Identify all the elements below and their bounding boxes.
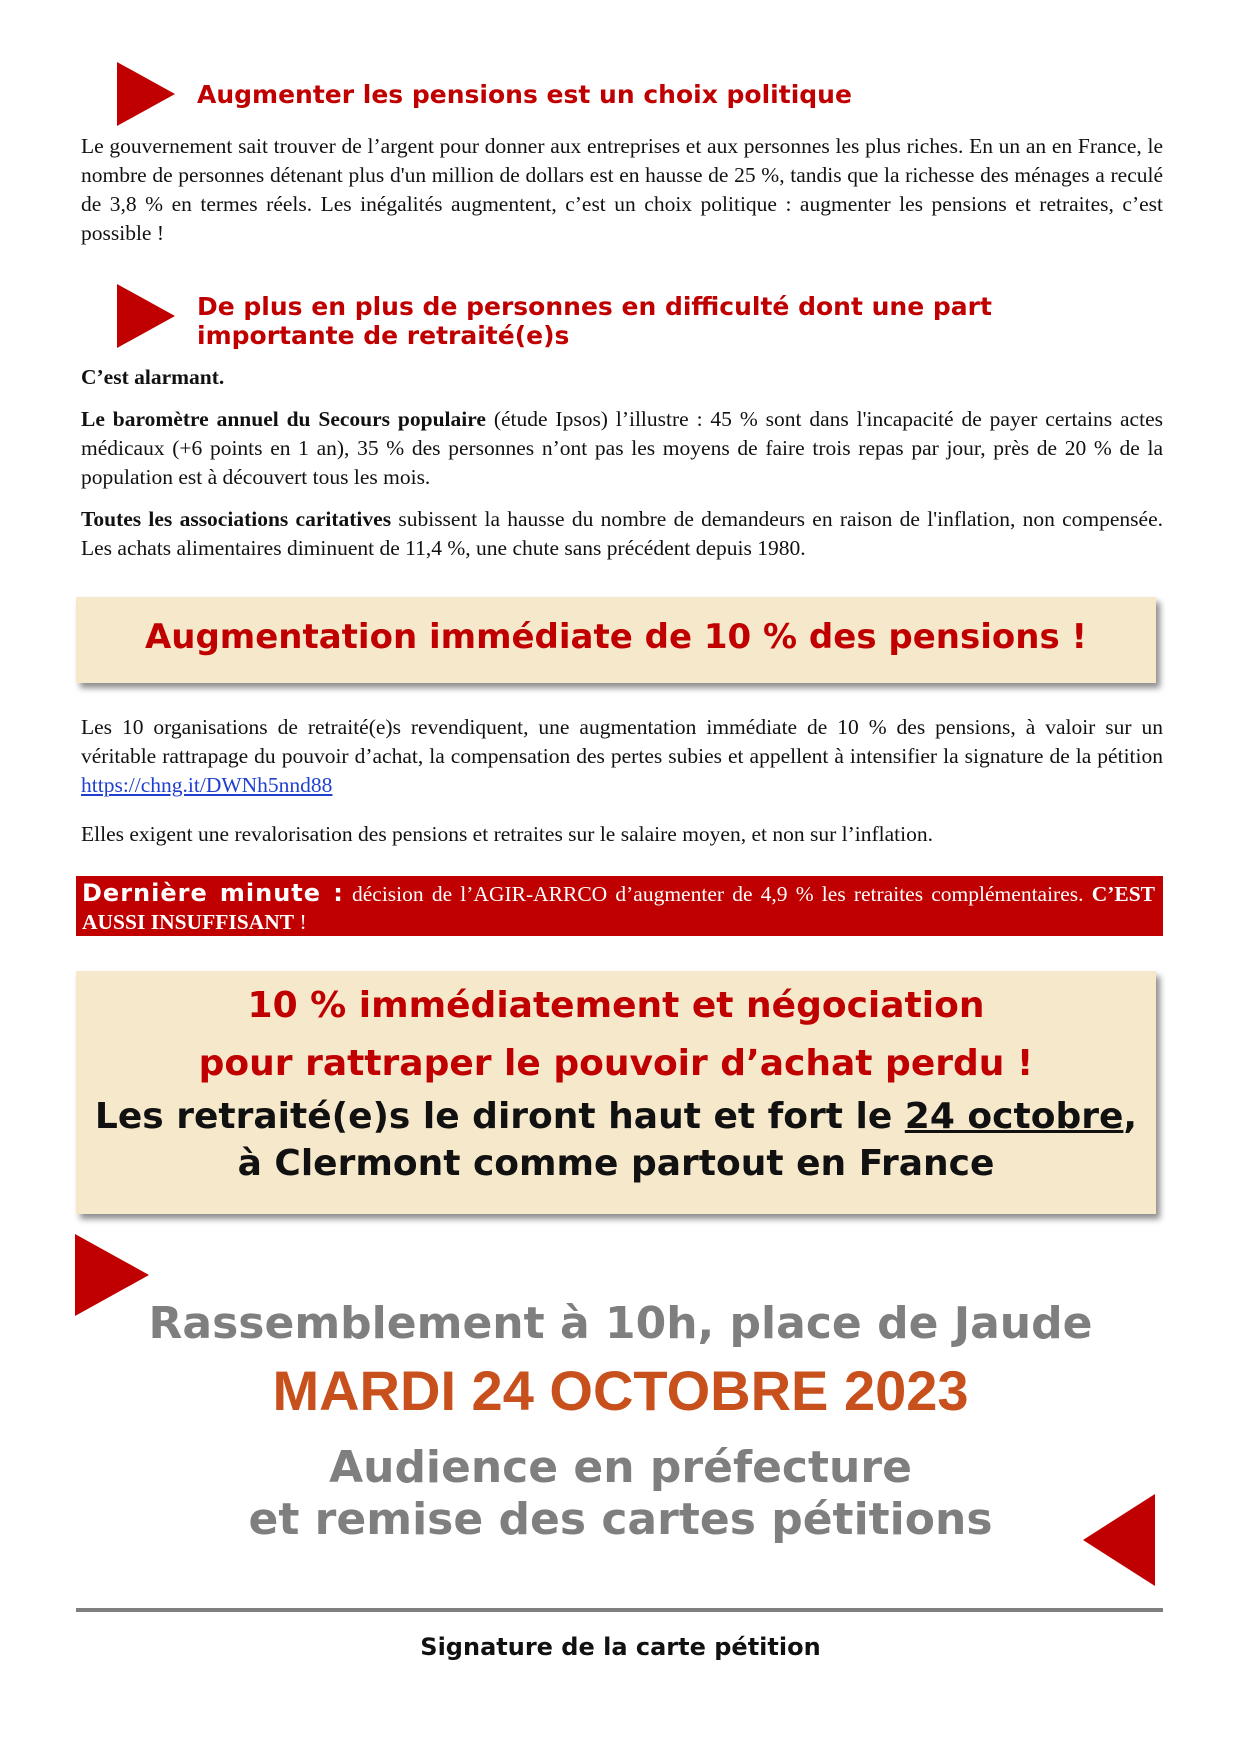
section2-arrow-icon — [117, 284, 175, 348]
section2-title-line1: De plus en plus de personnes en difficulté dont une part — [197, 292, 992, 321]
line3-date: 24 octobre — [904, 1096, 1124, 1137]
section2-title-line2: importante de retraité(e)s — [197, 321, 570, 350]
banner-mobilisation — [76, 971, 1156, 1214]
section2-p1-bold: Le baromètre annuel du Secours populaire — [81, 407, 486, 431]
section1-arrow-icon — [117, 62, 175, 126]
section2-p2-bold: Toutes les associations caritatives — [81, 507, 392, 531]
event-rally: Rassemblement à 10h, place de Jaude — [148, 1298, 1093, 1349]
event-arrow-left-icon — [1083, 1494, 1155, 1586]
section2-paragraph1 — [81, 405, 1163, 492]
section1-body: Le gouvernement sait trouver de l’argent pour donner aux entreprises et aux personnes les plus riches. En un an en France, le nombre de personnes détenant plus d'un million de dollars est en hausse de 25 %, tandis que la richesse des ménages a reculé de 3,8 % en termes réels. Les inégalités augmentent, c’est un choix politique : augmenter les pensions et retraites, c’est possible ! — [81, 134, 1163, 245]
section3-paragraph1 — [81, 713, 1163, 800]
footer-signature: Signature de la carte pétition — [420, 1633, 821, 1661]
banner-mobilisation-line4: à Clermont comme partout en France — [237, 1143, 995, 1184]
section2-title — [197, 292, 1157, 350]
last-minute-emphasis: C’EST AUSSI INSUFFISANT — [82, 882, 1156, 934]
banner-pension-increase — [76, 597, 1156, 683]
section2-alarm: C’est alarmant. — [81, 365, 225, 389]
section1-title: Augmenter les pensions est un choix politique — [197, 80, 852, 109]
line3-text: Les retraité(e)s le diront haut et fort le — [94, 1096, 905, 1137]
petition-link[interactable]: https://chng.it/DWNh5nnd88 — [81, 773, 333, 797]
event-audience-line2: et remise des cartes pétitions — [248, 1494, 993, 1545]
last-minute-label: Dernière minute : — [82, 879, 344, 907]
section3-paragraph2: Elles exigent une revalorisation des pensions et retraites sur le salaire moyen, et non sur l’inflation. — [81, 822, 933, 846]
last-minute-end: ! — [294, 910, 307, 934]
banner-mobilisation-line3 — [76, 1094, 1156, 1140]
section2-p1-rest: (étude Ipsos) l’illustre : 45 % sont dans l'incapacité de payer certains actes médicaux (+6 points en 1 an), 35 % des personnes n’ont pas les moyens de faire trois repas par jour, près de 20 % de la population est à découvert tous les mois. — [81, 407, 1163, 489]
section2-p2-rest: subissent la hausse du nombre de demandeurs en raison de l'inflation, non compensée. Les achats alimentaires diminuent de 11,4 %, une chute sans précédent depuis 1980. — [81, 507, 1164, 560]
event-audience — [0, 1442, 1241, 1546]
last-minute-text: décision de l’AGIR-ARRCO d’augmenter de 4,9 % les retraites complémentaires. — [343, 882, 1092, 906]
footer-divider — [76, 1608, 1163, 1612]
section3-p1-text: Les 10 organisations de retraité(e)s revendiquent, une augmentation immédiate de 10 % des pensions, à valoir sur un véritable rattrapage du pouvoir d’achat, la compensation des pertes subies et appellent à intensifier la signature de la pétition — [81, 715, 1163, 768]
banner-pension-increase-title: Augmentation immédiate de 10 % des pensions ! — [144, 617, 1088, 657]
section2-paragraph2 — [81, 505, 1163, 563]
banner-mobilisation-line1: 10 % immédiatement et négociation — [247, 985, 985, 1026]
last-minute-bar — [76, 876, 1163, 936]
event-date: MARDI 24 OCTOBRE 2023 — [272, 1359, 969, 1422]
line3-comma: , — [1123, 1096, 1138, 1137]
banner-mobilisation-line2: pour rattraper le pouvoir d’achat perdu ! — [198, 1043, 1034, 1084]
event-audience-line1: Audience en préfecture — [329, 1442, 912, 1493]
